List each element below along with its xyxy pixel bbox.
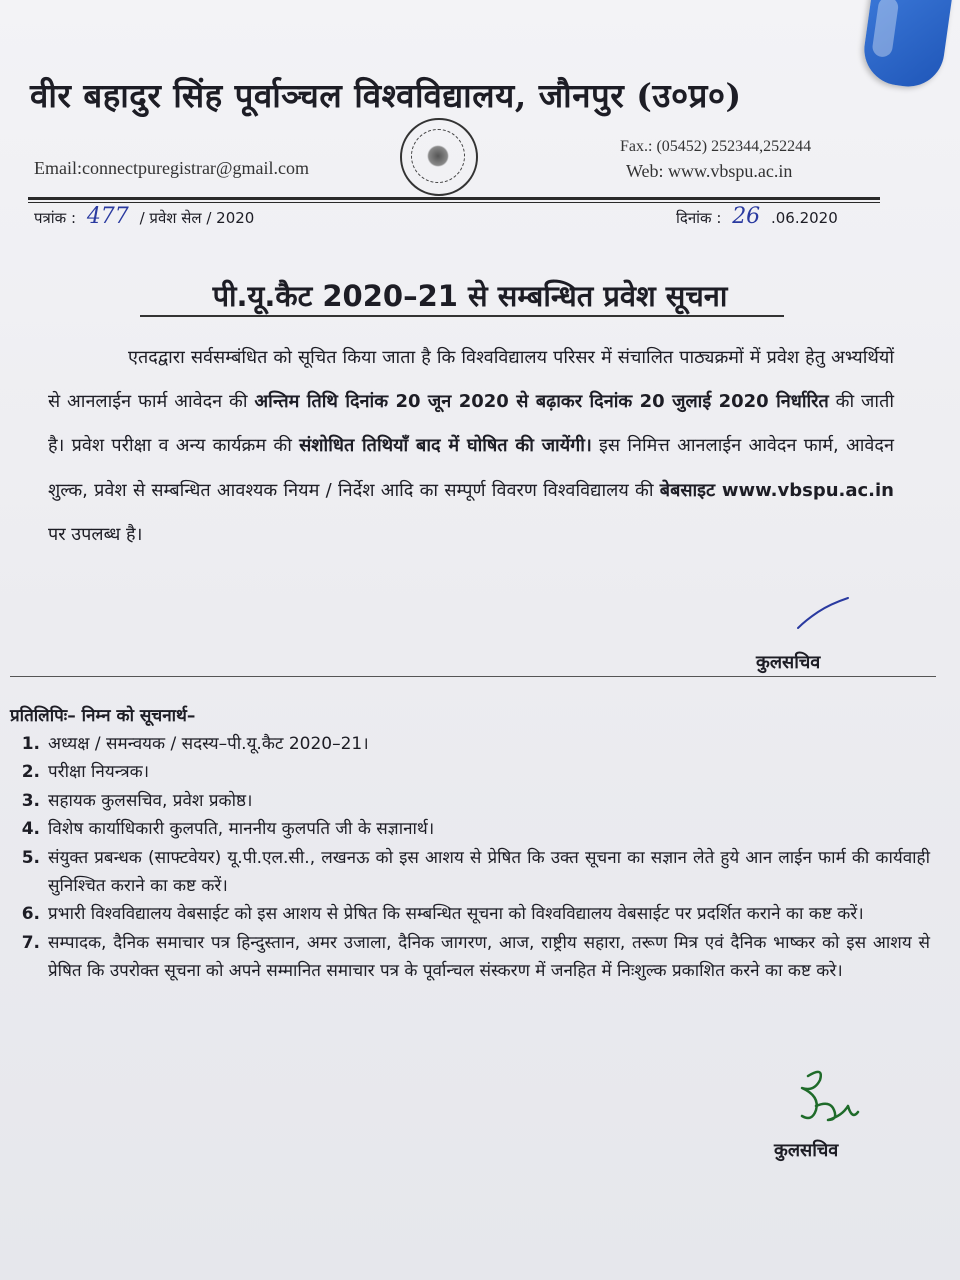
registrar-signature-2 (790, 1066, 860, 1128)
list-item-number: 1. (21, 734, 40, 754)
list-item-number: 3. (21, 790, 40, 811)
fax-number: Fax.: (05452) 252344,252244 (620, 138, 812, 155)
signature-label-2: कुलसचिव (774, 1140, 839, 1161)
patrank-number: 477 (86, 204, 129, 229)
list-item-text: सहायक कुलसचिव, प्रवेश प्रकोष्ठ। (48, 790, 253, 811)
list-item (8, 787, 930, 815)
university-name: वीर बहादुर सिंह पूर्वाञ्चल विश्वविद्यालय, जौनपुर (उ०प्र०) (30, 76, 742, 115)
reference-number (34, 204, 254, 229)
list-item-number: 5. (21, 847, 40, 868)
notice-bold-3: बेबसाइट www.vbspu.ac.in (659, 479, 894, 501)
notice-text-3: इस निमित्त आनलाईन आवेदन फार्म, आवेदन शुल्क, प्रवेश से सम्बन्धित आवश्यक नियम / निर्देश आदि का सम्पूर्ण विवरण विश्वविद्यालय की (48, 435, 894, 501)
header-divider (28, 197, 880, 203)
notice-title: पी.यू.कैट 2020–21 से सम्बन्धित प्रवेश सूचना (212, 279, 728, 313)
dinank-day: 26 (732, 204, 761, 229)
list-item (8, 844, 930, 901)
section-divider (10, 676, 936, 677)
university-seal-icon (400, 118, 478, 196)
notice-text-2: की जाती है। प्रवेश परीक्षा व अन्य कार्यक्रम की (48, 391, 894, 457)
reference-date (676, 204, 838, 229)
list-item-text: संयुक्त प्रबन्धक (साफ्टवेयर) यू.पी.एल.सी., लखनऊ को इस आशय से प्रेषित कि उक्त सूचना का सज्ञान लेते हुये आन लाईन फार्म की कार्यवाही सुनिश्चित कराने का कष्ट करें। (48, 847, 930, 897)
list-item-text: विशेष कार्याधिकारी कुलपति, माननीय कुलपति जी के सज्ञानार्थ। (48, 819, 435, 840)
list-item (8, 730, 930, 758)
notice-body (48, 336, 894, 557)
list-item-number: 6. (21, 904, 40, 925)
list-item-text: सम्पादक, दैनिक समाचार पत्र हिन्दुस्तान, अमर उजाला, दैनिक जागरण, आज, राष्ट्रीय सहारा, तरूण मित्र एवं दैनिक भाष्कर को इस आशय से प्रेषित कि उपरोक्त सूचना को अपने सम्मानित समाचार पत्र के पूर्वान्चल संस्करण में जनहित में निःशुल्क प्रकाशित करने का कष्ट करे। (48, 932, 930, 982)
list-item (8, 758, 930, 786)
patrank-label: पत्रांक : (34, 209, 77, 227)
list-item (8, 815, 930, 843)
patrank-suffix: / प्रवेश सेल / 2020 (139, 209, 255, 227)
list-item-text: परीक्षा नियन्त्रक। (48, 762, 150, 783)
notice-text-1: एतदद्वारा सर्वसम्बंधित को सूचित किया जाता है कि विश्वविद्यालय परिसर में संचालित पाठ्यक्रमों में प्रवेश हेतु अभ्यर्थियों से आनलाईन फार्म आवेदन की (48, 347, 894, 413)
list-item (8, 900, 930, 928)
notice-bold-1: अन्तिम तिथि दिनांक 20 जून 2020 से बढ़ाकर दिनांक 20 जुलाई 2020 निर्धारित (254, 391, 829, 413)
list-item-number: 7. (21, 932, 40, 953)
list-item (8, 929, 930, 986)
list-item-text: प्रभारी विश्वविद्यालय वेबसाईट को इस आशय से प्रेषित कि सम्बन्धित सूचना को विश्वविद्यालय वेबसाईट पर प्रदर्शित कराने का कष्ट करें। (48, 904, 864, 925)
signature-label-1: कुलसचिव (756, 652, 821, 673)
list-item-text: अध्यक्ष / समन्वयक / सदस्य–पी.यू.कैट 2020–21। (48, 734, 369, 754)
copy-to-heading: प्रतिलिपिः– निम्न को सूचनार्थ– (10, 706, 196, 726)
title-underline (140, 315, 784, 317)
notice-bold-2: संशोधित तिथियाँ बाद में घोषित की जायेंगी। (299, 435, 592, 457)
dinank-suffix: .06.2020 (770, 209, 838, 227)
pen-object (860, 0, 953, 91)
list-item-number: 2. (21, 762, 40, 783)
notice-text-4: पर उपलब्ध है। (48, 523, 143, 545)
dinank-label: दिनांक : (676, 209, 722, 227)
registrar-signature-1 (796, 596, 852, 630)
copy-to-list (8, 730, 930, 986)
email-address: Email:connectpuregistrar@gmail.com (34, 158, 309, 178)
website-address: Web: www.vbspu.ac.in (626, 161, 793, 181)
list-item-number: 4. (21, 819, 40, 840)
